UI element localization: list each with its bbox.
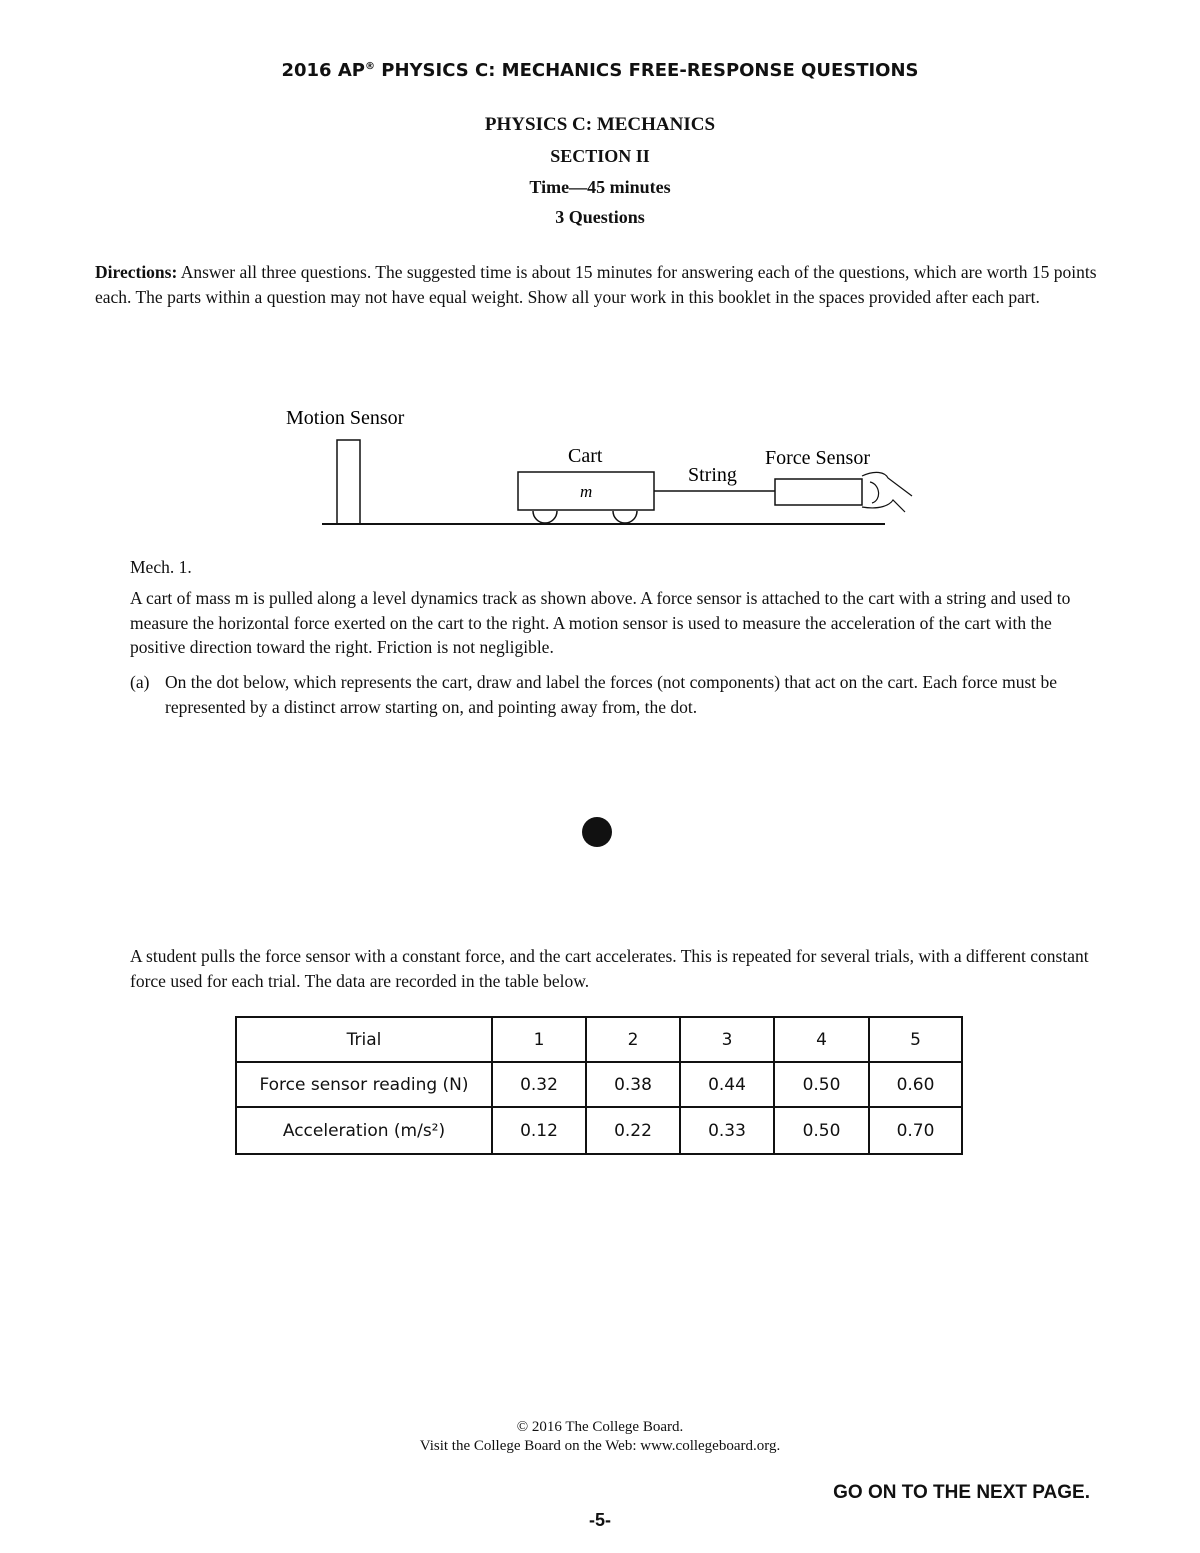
cart-diagram [0,0,1200,560]
table-cell: 3 [680,1017,774,1062]
next-page-note: GO ON TO THE NEXT PAGE. [833,1482,1090,1503]
table-cell: 0.32 [492,1062,586,1107]
string-label: String [688,464,737,486]
table-cell: 0.33 [680,1107,774,1154]
website-note: Visit the College Board on the Web: www.collegeboard.org. [419,1438,781,1454]
table-cell: 0.60 [869,1062,962,1107]
table-cell: 2 [586,1017,680,1062]
hand-icon [862,472,912,512]
mass-label: m [580,482,593,501]
page-number: -5- [589,1510,611,1530]
header-text-rest: PHYSICS C: MECHANICS FREE-RESPONSE QUESTIONS [374,60,919,81]
subject-title: PHYSICS C: MECHANICS [484,114,716,135]
directions-text: Answer all three questions. The suggested time is about 15 minutes for answering each of the questions, which are worth 15 points each. The parts within a question may not have equal weight. Show all your work in this booklet in the spaces provided after each part. [95,262,1097,307]
table-cell: 0.44 [680,1062,774,1107]
table-cell: 5 [869,1017,962,1062]
time-limit: Time—45 minutes [529,177,671,197]
table-cell: 4 [774,1017,869,1062]
wheel [533,511,557,523]
question-count: 3 Questions [555,207,645,227]
question-intro: A cart of mass m is pulled along a level dynamics track as shown above. A force sensor is attached to the cart with a string and used to measure the horizontal force exerted on the cart to the right. A motion sensor is used to measure the acceleration of the cart with the positive direction toward the right. Friction is not negligible. [130,588,1071,657]
force-sensor [775,479,862,505]
table-cell: Acceleration (m/s²) [236,1107,492,1154]
section-title: SECTION II [550,146,650,166]
table-cell: 0.22 [586,1107,680,1154]
data-table [235,1016,963,1155]
wheel [613,511,637,523]
part-a-label: (a) [130,672,150,692]
table-cell: Force sensor reading (N) [236,1062,492,1107]
table-row [236,1107,962,1154]
header-text: 2016 AP [281,60,365,81]
data-intro: A student pulls the force sensor with a constant force, and the cart accelerates. This is repeated for several trials, with a different constant force used for each trial. The data are recorded in the table below. [130,946,1089,991]
part-a-text: On the dot below, which represents the cart, draw and label the forces (not components) that act on the cart. Each force must be represented by a distinct arrow starting on, and pointing away from, the dot. [165,672,1058,717]
cart-dot[interactable] [582,817,612,847]
directions-label: Directions: [95,262,178,282]
table-cell: 1 [492,1017,586,1062]
table-cell: 0.12 [492,1107,586,1154]
question-id: Mech. 1. [130,557,192,577]
table-cell: 0.38 [586,1062,680,1107]
table-row [236,1062,962,1107]
table-cell: 0.50 [774,1107,869,1154]
motion-sensor [337,440,360,524]
table-cell: Trial [236,1017,492,1062]
table-cell: 0.70 [869,1107,962,1154]
force-sensor-label: Force Sensor [765,447,870,469]
table-cell: 0.50 [774,1062,869,1107]
motion-sensor-label: Motion Sensor [286,407,405,429]
cart-label: Cart [568,445,603,467]
registered-mark: ® [364,61,375,72]
copyright: © 2016 The College Board. [516,1419,684,1435]
table-header-row [236,1017,962,1062]
